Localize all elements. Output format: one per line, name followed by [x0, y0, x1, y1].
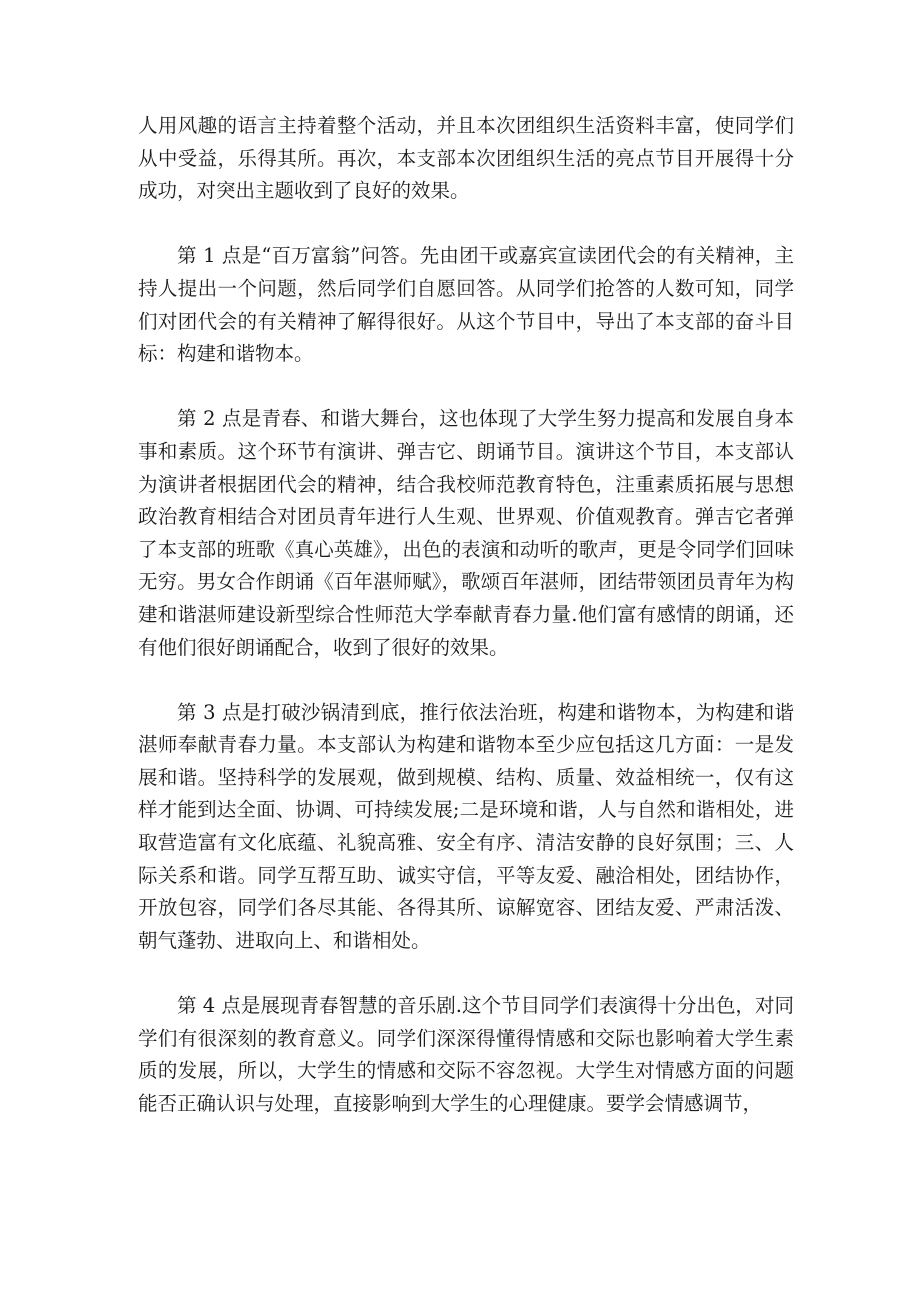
paragraph-point-3: 第 3 点是打破沙锅清到底，推行依法治班，构建和谐物本，为构建和谐湛师奉献青春力量。本支部认为构建和谐物本至少应包括这几方面：一是发展和谐。坚持科学的发展观，做到规模、结构、质量、效益相统一，仅有这样才能到达全面、协调、可持续发展;二是环境和谐，人与自然和谐相处，进取营造富有文化底蕴、礼貌高雅、安全有序、清洁安静的良好氛围；三、人际关系和谐。同学互帮互助、诚实守信，平等友爱、融洽相处，团结协作，开放包容，同学们各尽其能、各得其所、谅解宽容、团结友爱、严肃活泼、朝气蓬勃、进取向上、和谐相处。: [138, 700, 794, 952]
paragraph-intro-continuation: 人用风趣的语言主持着整个活动，并且本次团组织生活资料丰富，使同学们从中受益，乐得其所。再次，本支部本次团组织生活的亮点节目开展得十分成功，对突出主题收到了良好的效果。: [138, 114, 794, 203]
document-body: [138, 110, 794, 1153]
paragraph-point-4: 第 4 点是展现青春智慧的音乐剧.这个节目同学们表演得十分出色，对同学们有很深刻的教育意义。同学们深深得懂得情感和交际也影响着大学生素质的发展，所以，大学生的情感和交际不容忽视。大学生对情感方面的问题能否正确认识与处理，直接影响到大学生的心理健康。要学会情感调节，: [138, 994, 794, 1115]
paragraph-point-1: 第 1 点是“百万富翁”问答。先由团干或嘉宾宣读团代会的有关精神，主持人提出一个问题，然后同学们自愿回答。从同学们抢答的人数可知，同学们对团代会的有关精神了解得很好。从这个节目中，导出了本支部的奋斗目标：构建和谐物本。: [138, 244, 794, 366]
paragraph-point-2: 第 2 点是青春、和谐大舞台，这也体现了大学生努力提高和发展自身本事和素质。这个环节有演讲、弹吉它、朗诵节目。演讲这个节目，本支部认为演讲者根据团代会的精神，结合我校师范教育特色，注重素质拓展与思想政治教育相结合对团员青年进行人生观、世界观、价值观教育。弹吉它者弹了本支部的班歌《真心英雄》，出色的表演和动听的歌声，更是令同学们回味无穷。男女合作朗诵《百年湛师赋》，歌颂百年湛师，团结带领团员青年为构建和谐湛师建设新型综合性师范大学奉献青春力量.他们富有感情的朗诵，还有他们很好朗诵配合，收到了很好的效果。: [138, 407, 794, 659]
